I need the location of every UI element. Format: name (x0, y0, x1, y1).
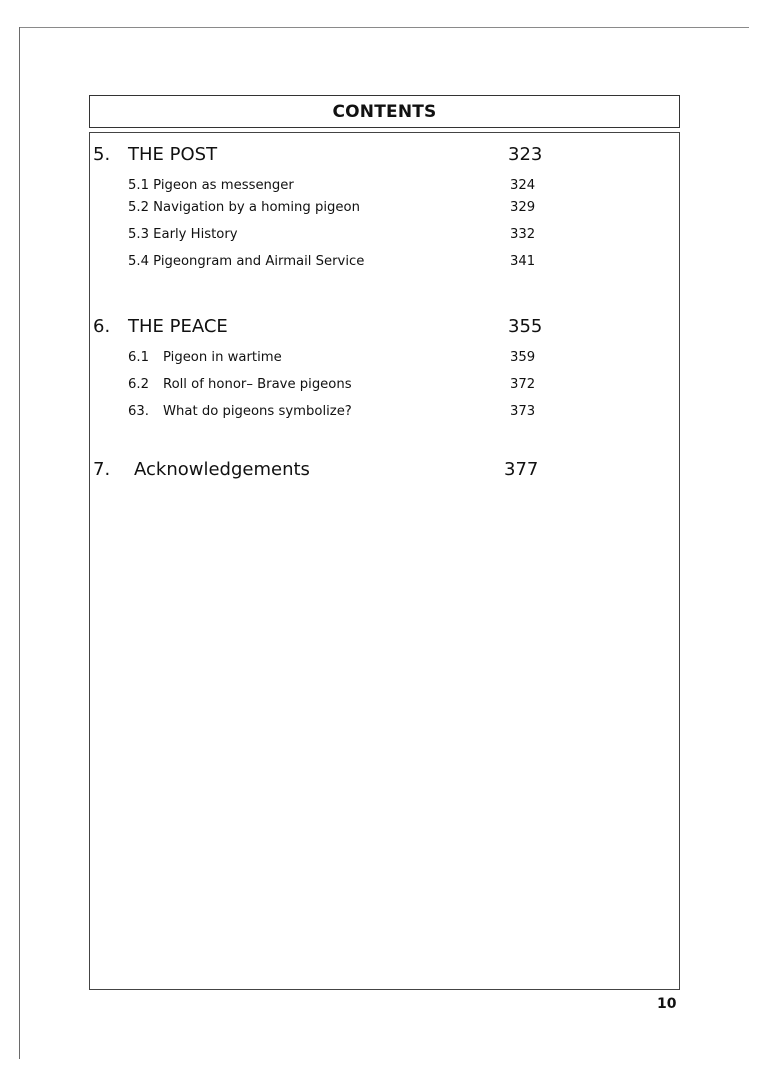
chapter-number: 7. (93, 459, 111, 480)
section-number: 6.1 (128, 350, 149, 365)
chapter-title: THE PEACE (128, 316, 228, 337)
section-title: Roll of honor– Brave pigeons (163, 377, 352, 392)
chapter-number: 6. (93, 316, 111, 337)
section-title: 5.4 Pigeongram and Airmail Service (128, 254, 365, 269)
chapter-number: 5. (93, 144, 111, 165)
section-title: 5.1 Pigeon as messenger (128, 178, 294, 193)
section-page: 341 (510, 254, 536, 269)
section-page: 332 (510, 227, 536, 242)
contents-header (89, 95, 680, 128)
chapter-page: 355 (508, 316, 543, 337)
page-edge-top (19, 27, 749, 28)
chapter-page: 323 (508, 144, 543, 165)
page-edge-left (19, 27, 20, 1059)
section-title: 5.2 Navigation by a homing pigeon (128, 200, 360, 215)
section-page: 329 (510, 200, 536, 215)
section-title: Pigeon in wartime (163, 350, 282, 365)
section-title: What do pigeons symbolize? (163, 404, 352, 419)
contents-list (89, 132, 680, 990)
contents-title: CONTENTS (332, 101, 437, 122)
section-page: 324 (510, 178, 536, 193)
section-title: 5.3 Early History (128, 227, 238, 242)
page-number: 10 (657, 996, 677, 1012)
section-number: 63. (128, 404, 149, 419)
chapter-page: 377 (504, 459, 539, 480)
section-page: 373 (510, 404, 536, 419)
chapter-title: Acknowledgements (134, 459, 310, 480)
chapter-title: THE POST (128, 144, 218, 165)
section-page: 372 (510, 377, 536, 392)
section-page: 359 (510, 350, 536, 365)
section-number: 6.2 (128, 377, 149, 392)
